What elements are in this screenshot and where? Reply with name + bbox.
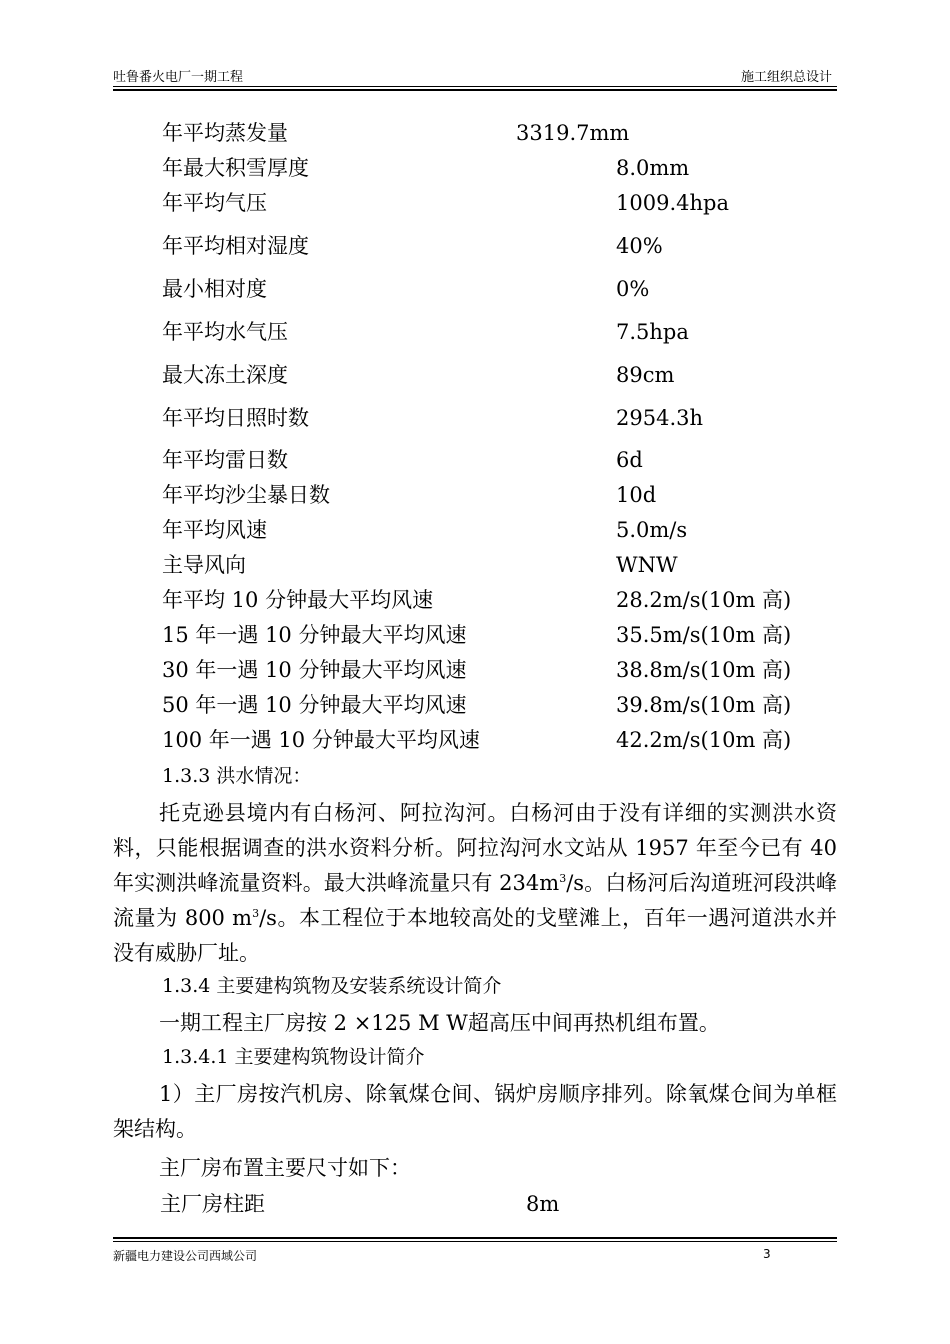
climate-row-label: 最大冻土深度	[162, 363, 288, 387]
column-spacing-value: 8m	[526, 1192, 560, 1216]
climate-row-label: 年平均风速	[162, 518, 267, 542]
header-document-title: 施工组织总设计	[740, 70, 832, 85]
climate-row-label: 年平均沙尘暴日数	[162, 483, 330, 507]
climate-row-label: 15 年一遇 10 分钟最大平均风速	[162, 623, 467, 647]
climate-row-label: 年平均相对湿度	[162, 234, 309, 258]
climate-row-value: WNW	[616, 553, 678, 577]
flood-paragraph-text-b: /s。白杨河后沟道班河段洪峰流量为 800 m	[113, 871, 837, 930]
climate-row-value: 1009.4hpa	[616, 191, 729, 215]
climate-row-label: 50 年一遇 10 分钟最大平均风速	[162, 693, 467, 717]
superscript-cubic-1: 3	[559, 872, 567, 885]
header-project-title: 吐鲁番火电厂一期工程	[113, 70, 244, 85]
page-number: 3	[763, 1247, 771, 1261]
climate-row-label: 主导风向	[162, 553, 246, 577]
climate-row-value: 7.5hpa	[616, 320, 689, 344]
climate-row-label: 年平均蒸发量	[162, 121, 288, 145]
climate-row-value: 38.8m/s(10m 高)	[616, 658, 792, 682]
climate-row-label: 100 年一遇 10 分钟最大平均风速	[162, 728, 480, 752]
climate-row-label: 30 年一遇 10 分钟最大平均风速	[162, 658, 467, 682]
climate-row-value: 5.0m/s	[616, 518, 688, 542]
climate-row-value: 3319.7mm	[516, 121, 630, 145]
climate-row-value: 89cm	[616, 363, 675, 387]
superscript-cubic-2: 3	[252, 907, 260, 920]
climate-row-value: 2954.3h	[616, 406, 704, 430]
climate-row-label: 最小相对度	[162, 277, 267, 301]
climate-row-value: 28.2m/s(10m 高)	[616, 588, 792, 612]
climate-row-value: 35.5m/s(10m 高)	[616, 623, 792, 647]
header-rule-thick	[113, 89, 837, 91]
main-plant-paragraph: 1）主厂房按汽机房、除氧煤仓间、锅炉房顺序排列。除氧煤仓间为单框架结构。	[113, 1082, 837, 1141]
climate-row-label: 年平均雷日数	[162, 448, 288, 472]
climate-row-value: 8.0mm	[616, 156, 690, 180]
footer-company: 新疆电力建设公司西域公司	[113, 1249, 258, 1263]
climate-row-value: 39.8m/s(10m 高)	[616, 693, 792, 717]
flood-paragraph-text-a: 托克逊县境内有白杨河、阿拉沟河。白杨河由于没有详细的实测洪水资料，只能根据调查的洪水资料分析。阿拉沟河水文站从 1957 年至今已有 40 年实测洪峰流量资料。最大洪峰流量只有 234m	[113, 801, 837, 895]
buildings-subsection-heading: 1.3.4.1 主要建构筑物设计简介	[162, 1046, 425, 1068]
flood-paragraph	[113, 796, 837, 971]
climate-row-value: 0%	[616, 277, 650, 301]
flood-paragraph-text-c: /s。本工程位于本地较高处的戈壁滩上，百年一遇河道洪水并没有威胁厂址。	[113, 906, 837, 965]
footer-rule-thick	[113, 1237, 837, 1239]
flood-section-heading: 1.3.3 洪水情况：	[162, 765, 312, 787]
climate-row-label: 年最大积雪厚度	[162, 156, 309, 180]
dimensions-intro: 主厂房布置主要尺寸如下：	[159, 1156, 411, 1180]
climate-row-value: 40%	[616, 234, 663, 258]
climate-row-label: 年平均 10 分钟最大平均风速	[162, 588, 434, 612]
climate-row-label: 年平均水气压	[162, 320, 288, 344]
climate-row-value: 6d	[616, 448, 643, 472]
buildings-section-heading: 1.3.4 主要建构筑物及安装系统设计简介	[162, 975, 502, 997]
climate-row-label: 年平均日照时数	[162, 406, 309, 430]
climate-row-value: 10d	[616, 483, 657, 507]
climate-row-label: 年平均气压	[162, 191, 267, 215]
buildings-intro-paragraph: 一期工程主厂房按 2 ×125 M W超高压中间再热机组布置。	[159, 1011, 720, 1035]
column-spacing-label: 主厂房柱距	[160, 1192, 265, 1216]
header-rule-thin	[113, 86, 837, 87]
climate-row-value: 42.2m/s(10m 高)	[616, 728, 792, 752]
footer-rule-thin	[113, 1241, 837, 1242]
